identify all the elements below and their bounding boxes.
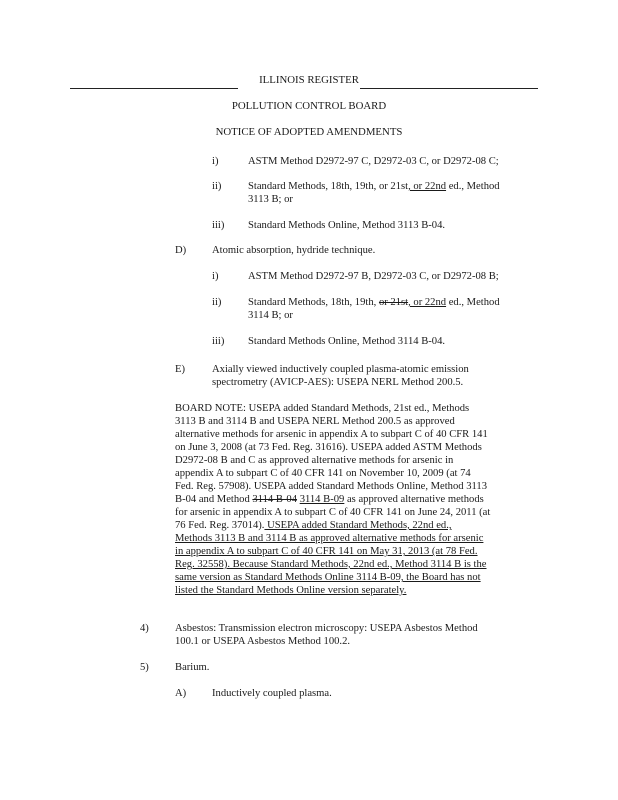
board-note-line: on June 3, 2008 (at 73 Fed. Reg. 31616). USEPA added ASTM Methods	[175, 442, 482, 453]
d-item-iii-text: Standard Methods Online, Method 3114 B-04.	[248, 336, 446, 347]
inserted-text: , or 22nd	[408, 297, 447, 308]
register-title: ILLINOIS REGISTER	[259, 74, 359, 86]
board-note-line: alternative methods for arsenic in appendix A to subpart C of 40 CFR 141	[175, 429, 488, 440]
item-5a-number: A)	[175, 688, 187, 699]
d-number: D)	[175, 245, 187, 256]
c-item-iii-text: Standard Methods Online, Method 3113 B-04.	[248, 220, 446, 231]
item-5-number: 5)	[140, 662, 149, 673]
board-note-line: B-04 and Method 3114 B-04 3114 B-09 as approved alternative methods	[175, 494, 484, 505]
board-note-line: same version as Standard Methods Online 3114 B-09, the Board has not	[175, 572, 481, 583]
d-text: Atomic absorption, hydride technique.	[212, 245, 376, 256]
board-title: POLLUTION CONTROL BOARD	[231, 100, 387, 112]
inserted-text: 3114 B-09	[299, 494, 345, 505]
header-rule-right	[360, 88, 538, 89]
board-note-line: Fed. Reg. 57908). USEPA added Standard Methods Online, Method 3113	[175, 481, 488, 492]
c-item-iii-number: iii)	[212, 220, 225, 231]
notice-title: NOTICE OF ADOPTED AMENDMENTS	[215, 126, 403, 138]
inserted-text: USEPA added Standard Methods, 22nd ed.,	[264, 520, 452, 531]
e-text-line1: Axially viewed inductively coupled plasma-atomic emission	[212, 364, 469, 375]
board-note-line: 3113 B and 3114 B and USEPA NERL Method 200.5 as approved	[175, 416, 455, 427]
c-item-i-number: i)	[212, 156, 219, 167]
board-note-line: for arsenic in appendix A to subpart C of 40 CFR 141 on June 24, 2011 (at	[175, 507, 491, 518]
c-item-ii-text: Standard Methods, 18th, 19th, or 21st, or 22nd ed., Method	[248, 181, 500, 192]
board-note-line: listed the Standard Methods Online version separately.	[175, 585, 407, 596]
board-note-line: Reg. 32558). Because Standard Methods, 22nd ed., Method 3114 B is the	[175, 559, 487, 570]
d-item-ii-number: ii)	[212, 297, 222, 308]
d-item-ii-text-line2: 3114 B; or	[248, 310, 293, 321]
d-item-iii-number: iii)	[212, 336, 225, 347]
board-note-line: in appendix A to subpart C of 40 CFR 141 on May 31, 2013 (at 78 Fed.	[175, 546, 478, 557]
item-5-text: Barium.	[175, 662, 210, 673]
item-4-text-line1: Asbestos: Transmission electron microscopy: USEPA Asbestos Method	[175, 623, 478, 634]
c-item-i-text: ASTM Method D2972-97 C, D2972-03 C, or D2972-08 C;	[248, 156, 499, 167]
item-4-number: 4)	[140, 623, 149, 634]
board-note-line: BOARD NOTE: USEPA added Standard Methods, 21st ed., Methods	[175, 403, 470, 414]
d-item-i-number: i)	[212, 271, 219, 282]
board-note-line: 76 Fed. Reg. 37014). USEPA added Standard Methods, 22nd ed.,	[175, 520, 452, 531]
item-4-text-line2: 100.1 or USEPA Asbestos Method 100.2.	[175, 636, 351, 647]
e-number: E)	[175, 364, 185, 375]
board-note-line: Methods 3113 B and 3114 B as approved alternative methods for arsenic	[175, 533, 484, 544]
item-5a-text: Inductively coupled plasma.	[212, 688, 332, 699]
board-note	[175, 402, 545, 597]
board-note-line: D2972-08 B and C as approved alternative methods for arsenic in	[175, 455, 454, 466]
inserted-text: , or 22nd	[408, 181, 447, 192]
board-note-line: appendix A to subpart C of 40 CFR 141 on November 10, 2009 (at 74	[175, 468, 471, 479]
deleted-text: or 21st	[378, 297, 409, 308]
d-item-ii-text: Standard Methods, 18th, 19th, or 21st, or 22nd ed., Method	[248, 297, 500, 308]
c-item-ii-text-line2: 3113 B; or	[248, 194, 293, 205]
e-text-line2: spectrometry (AVICP-AES): USEPA NERL Method 200.5.	[212, 377, 464, 388]
deleted-text: 3114 B-04	[252, 494, 298, 505]
c-item-ii-number: ii)	[212, 181, 222, 192]
d-item-i-text: ASTM Method D2972-97 B, D2972-03 C, or D2972-08 B;	[248, 271, 499, 282]
header-rule-left	[70, 88, 238, 89]
